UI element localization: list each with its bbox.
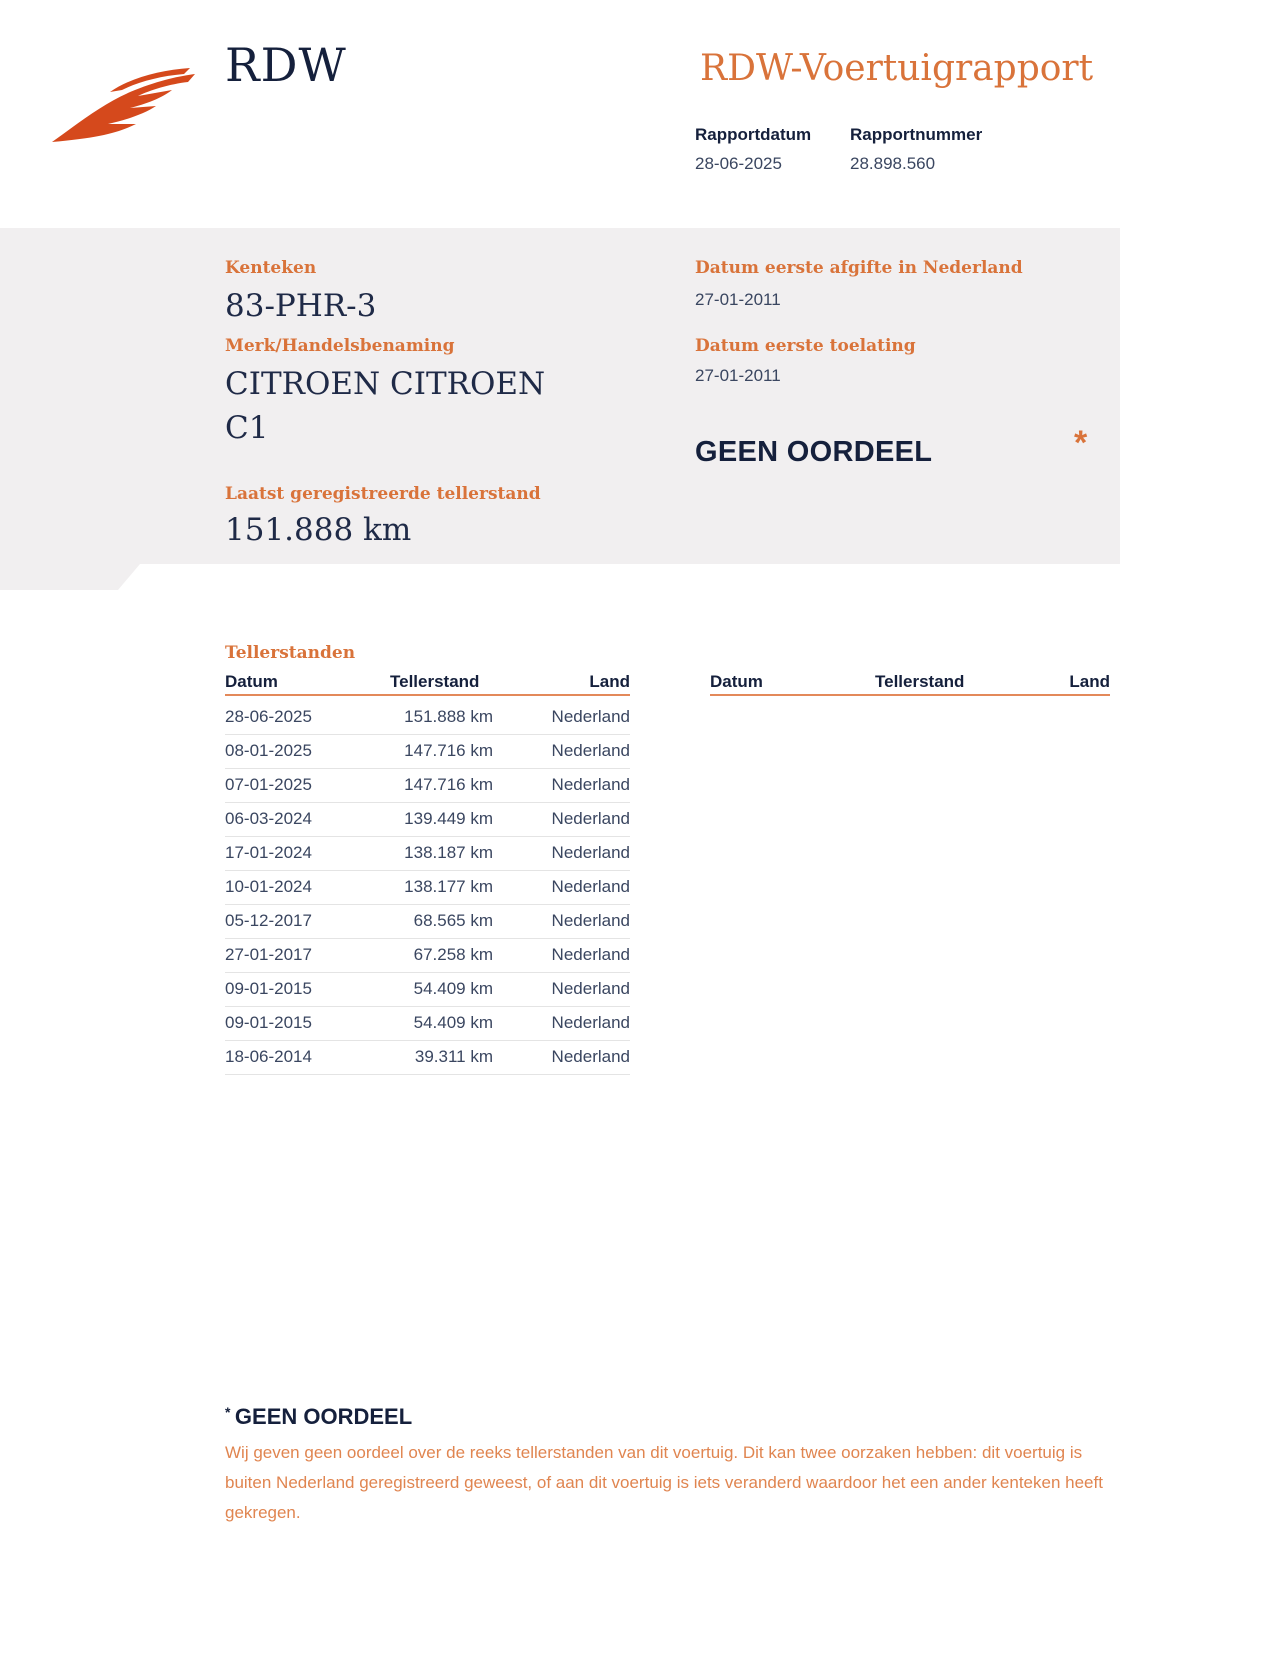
odometer-value: 151.888 km <box>225 512 412 548</box>
table-row: 28-06-2025 151.888 km Nederland <box>225 700 630 735</box>
table-header-rule <box>225 694 630 696</box>
footnote-marker: * <box>225 1404 231 1420</box>
table-row: 06-03-2024 139.449 km Nederland <box>225 802 630 837</box>
footnote-text: Wij geven geen oordeel over de reeks tellerstanden van dit voertuig. Dit kan twee oorzaken hebben: dit voertuig is buiten Nederland geregistreerd geweest, of aan dit voertuig is iets veranderd waardoor het een ander kenteken heeft gekregen. <box>225 1443 1103 1522</box>
first-admission-value: 27-01-2011 <box>695 366 781 385</box>
odometer-section-label: Tellerstanden <box>225 643 356 663</box>
table-row: 27-01-2017 67.258 km Nederland <box>225 938 630 973</box>
first-issue-nl-value: 27-01-2011 <box>695 290 781 309</box>
table-row: 18-06-2014 39.311 km Nederland <box>225 1040 630 1075</box>
right-col-country-header: Land <box>1069 672 1110 691</box>
report-title: RDW-Voertuigrapport <box>700 48 1094 89</box>
footnote-heading <box>225 1404 412 1430</box>
first-issue-nl-label: Datum eerste afgifte in Nederland <box>695 258 1023 278</box>
make-line2: C1 <box>225 410 269 446</box>
plate-label: Kenteken <box>225 258 317 278</box>
make-label: Merk/Handelsbenaming <box>225 336 455 356</box>
table-row: 05-12-2017 68.565 km Nederland <box>225 904 630 939</box>
table-row: 09-01-2015 54.409 km Nederland <box>225 972 630 1007</box>
make-line1: CITROEN CITROEN <box>225 366 546 402</box>
right-col-date-header: Datum <box>710 672 763 691</box>
right-col-odometer-header: Tellerstand <box>875 672 965 691</box>
col-country-header: Land <box>589 672 630 691</box>
report-number-label: Rapportnummer <box>850 125 983 144</box>
plate-value: 83-PHR-3 <box>225 288 377 324</box>
verdict: GEEN OORDEEL <box>695 436 933 468</box>
report-date: 28-06-2025 <box>695 154 782 173</box>
report-date-label: Rapportdatum <box>695 125 812 144</box>
first-admission-label: Datum eerste toelating <box>695 336 916 356</box>
table-row: 09-01-2015 54.409 km Nederland <box>225 1006 630 1041</box>
table-row: 07-01-2025 147.716 km Nederland <box>225 768 630 803</box>
right-table-header-rule <box>710 694 1110 696</box>
col-date-header: Datum <box>225 672 278 691</box>
table-row: 17-01-2024 138.187 km Nederland <box>225 836 630 871</box>
rdw-logo-icon <box>50 62 200 148</box>
verdict-footnote-marker: * <box>1074 424 1088 462</box>
brand-name: RDW <box>225 38 347 92</box>
table-row: 08-01-2025 147.716 km Nederland <box>225 734 630 769</box>
odometer-label: Laatst geregistreerde tellerstand <box>225 484 541 504</box>
report-number: 28.898.560 <box>850 154 936 173</box>
col-odometer-header: Tellerstand <box>390 672 480 691</box>
table-row: 10-01-2024 138.177 km Nederland <box>225 870 630 905</box>
footnote-title: GEEN OORDEEL <box>234 1404 413 1429</box>
